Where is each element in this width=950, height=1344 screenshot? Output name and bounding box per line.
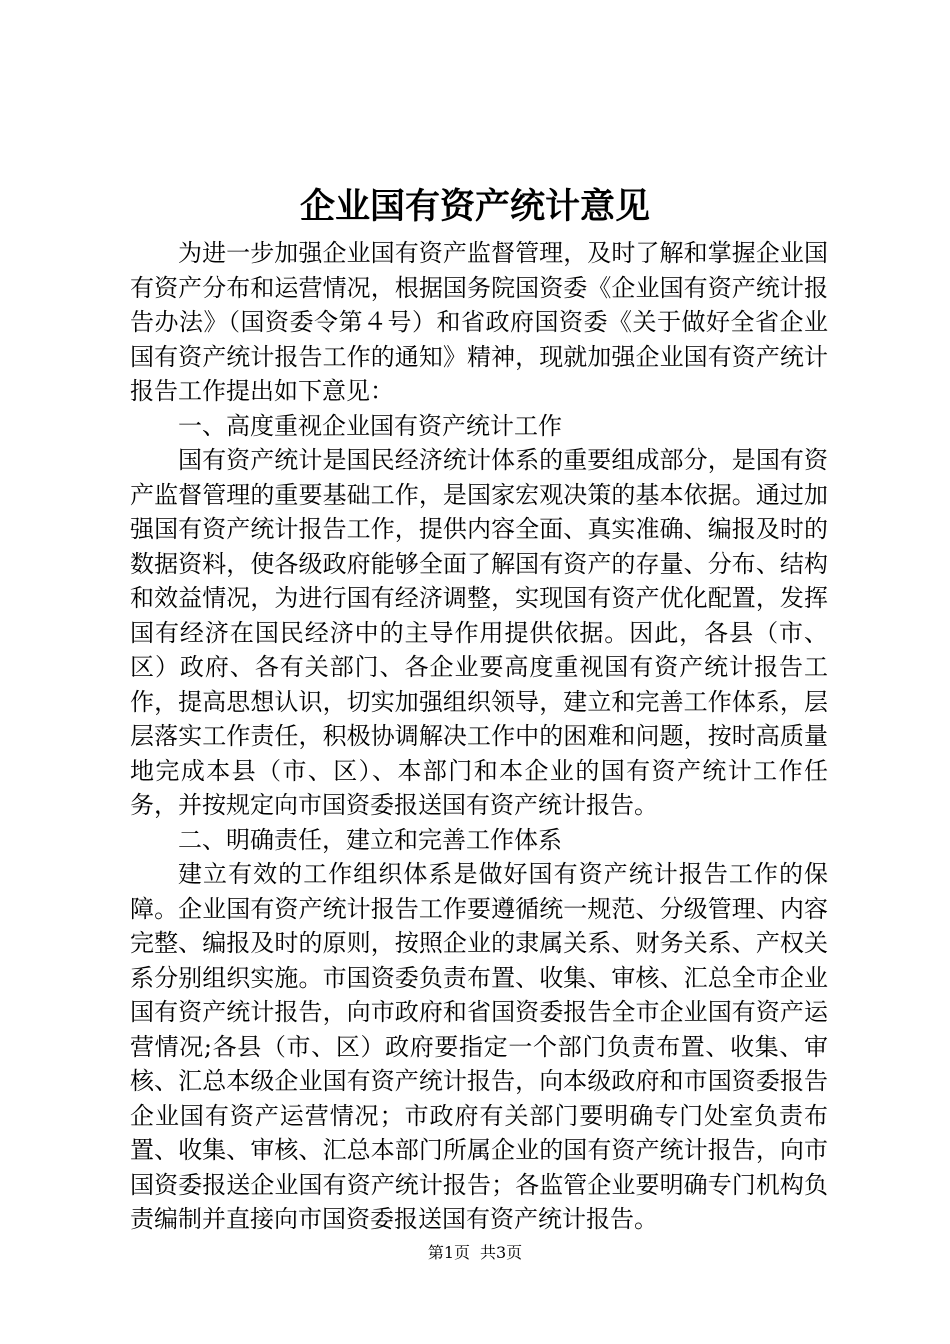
- section-body-2: 建立有效的工作组织体系是做好国有资产统计报告工作的保障。企业国有资产统计报告工作要遵循统一规范、分级管理、内容完整、编报及时的原则，按照企业的隶属关系、财务关系、产权关系分别组织实施。市国资委负责布置、收集、审核、汇总全市企业国有资产统计报告，向市政府和省国资委报告全市企业国有资产运营情况;各县（市、区）政府要指定一个部门负责布置、收集、审核、汇总本级企业国有资产统计报告，向本级政府和市国资委报告企业国有资产运营情况；市政府有关部门要明确专门处室负责布置、收集、审核、汇总本部门所属企业的国有资产统计报告，向市国资委报送企业国有资产统计报告；各监管企业要明确专门机构负责编制并直接向市国资委报送国有资产统计报告。: [130, 860, 828, 1233]
- page-total: 共3页: [480, 1243, 523, 1262]
- page-number: 第1页: [427, 1243, 470, 1262]
- section-heading-2: 二、明确责任，建立和完善工作体系: [178, 825, 562, 854]
- document-body: [130, 236, 828, 1237]
- section-heading-1: 一、高度重视企业国有资产统计工作: [178, 411, 562, 440]
- section-body-1: 国有资产统计是国民经济统计体系的重要组成部分，是国有资产监督管理的重要基础工作，是国家宏观决策的基本依据。通过加强国有资产统计报告工作，提供内容全面、真实准确、编报及时的数据资料，使各级政府能够全面了解国有资产的存量、分布、结构和效益情况，为进行国有经济调整，实现国有资产优化配置，发挥国有经济在国民经济中的主导作用提供依据。因此，各县（市、区）政府、各有关部门、各企业要高度重视国有资产统计报告工作，提高思想认识，切实加强组织领导，建立和完善工作体系，层层落实工作责任，积极协调解决工作中的困难和问题，按时高质量地完成本县（市、区）、本部门和本企业的国有资产统计工作任务，并按规定向市国资委报送国有资产统计报告。: [130, 446, 828, 819]
- document-title: 企业国有资产统计意见: [299, 186, 650, 227]
- intro-paragraph: 为进一步加强企业国有资产监督管理，及时了解和掌握企业国有资产分布和运营情况，根据国务院国资委《企业国有资产统计报告办法》（国资委令第４号）和省政府国资委《关于做好全省企业国有资产统计报告工作的通知》精神，现就加强企业国有资产统计报告工作提出如下意见：: [130, 239, 828, 405]
- page-footer: [0, 1242, 950, 1264]
